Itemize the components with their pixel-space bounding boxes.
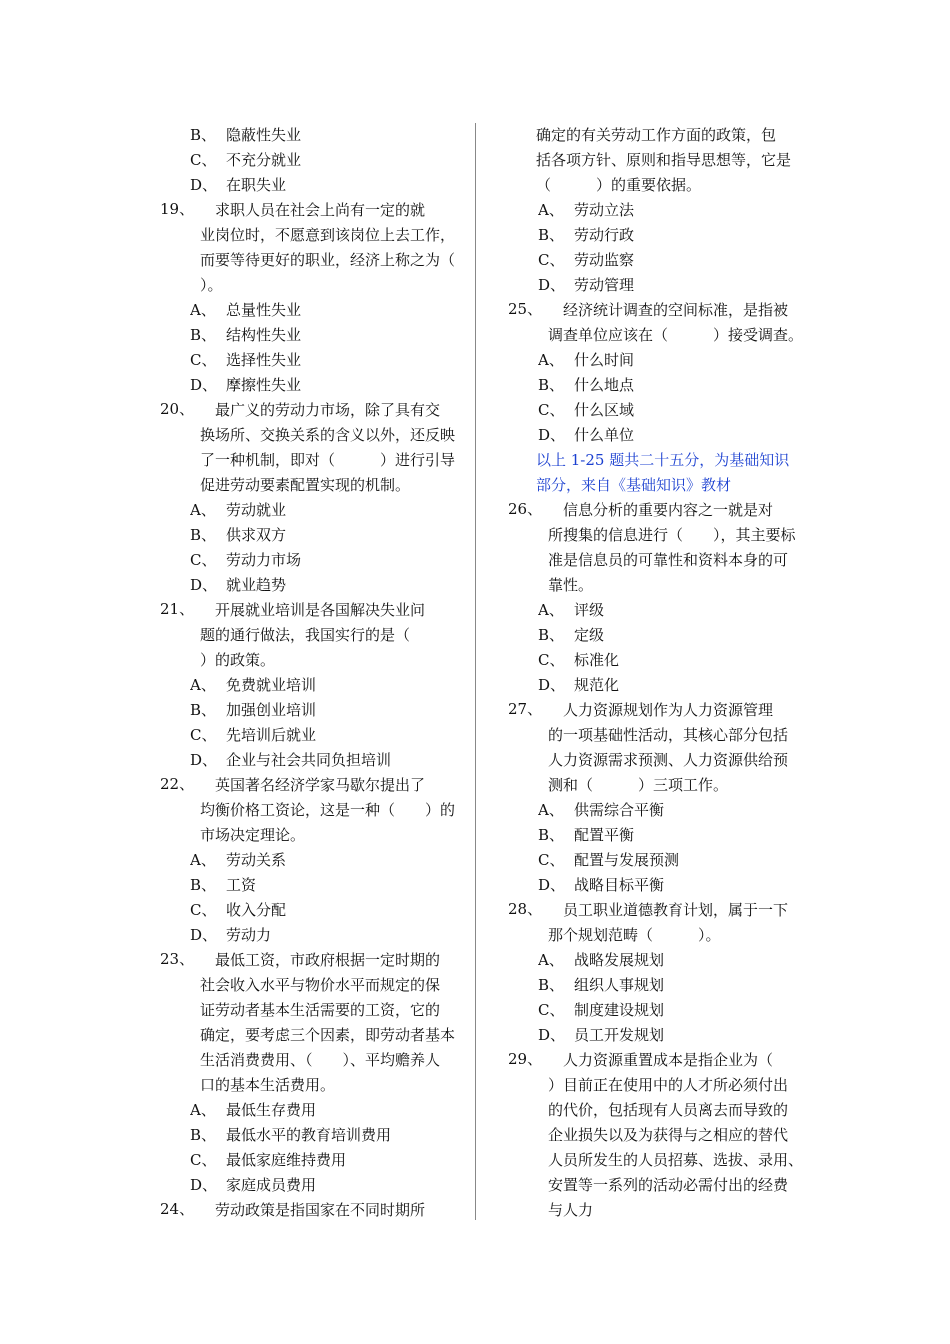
section-note bbox=[536, 448, 808, 498]
option-text: 组织人事规划 bbox=[574, 976, 665, 994]
option-text: 劳动力市场 bbox=[226, 551, 302, 569]
answer-option bbox=[190, 898, 460, 923]
option-text: 劳动力 bbox=[226, 926, 272, 944]
question-block bbox=[160, 198, 460, 298]
answer-option bbox=[538, 373, 808, 398]
answer-option bbox=[538, 198, 808, 223]
option-letter: A、 bbox=[538, 351, 564, 369]
answer-option bbox=[190, 173, 460, 198]
option-letter: D、 bbox=[538, 1026, 566, 1044]
answer-option bbox=[538, 248, 808, 273]
option-text: 收入分配 bbox=[226, 901, 287, 919]
answer-option bbox=[190, 1123, 460, 1148]
option-text: 战略目标平衡 bbox=[574, 876, 665, 894]
option-text: 最低家庭维持费用 bbox=[226, 1151, 347, 1169]
question-text-line: 靠性。 bbox=[548, 576, 594, 594]
column-divider bbox=[475, 123, 476, 1220]
question-block bbox=[160, 773, 460, 848]
option-letter: C、 bbox=[190, 351, 217, 369]
question-block bbox=[508, 898, 808, 948]
answer-option bbox=[538, 223, 808, 248]
option-text: 劳动行政 bbox=[574, 226, 635, 244]
option-letter: A、 bbox=[190, 1101, 216, 1119]
option-letter: D、 bbox=[190, 926, 218, 944]
question-text-line: 均衡价格工资论，这是一种（ ）的 bbox=[200, 801, 456, 819]
option-text: 供求双方 bbox=[226, 526, 287, 544]
option-text: 总量性失业 bbox=[226, 301, 302, 319]
option-text: 最低生存费用 bbox=[226, 1101, 317, 1119]
question-text bbox=[200, 948, 460, 1098]
question-text-line: 人员所发生的人员招募、选拔、录用、 bbox=[548, 1151, 804, 1169]
question-text-line: 换场所、交换关系的含义以外，还反映 bbox=[200, 426, 456, 444]
question-number: 27、 bbox=[508, 700, 543, 718]
question-text-line: 企业损失以及为获得与之相应的替代 bbox=[548, 1126, 789, 1144]
answer-option bbox=[538, 873, 808, 898]
option-text: 劳动监察 bbox=[574, 251, 635, 269]
option-letter: B、 bbox=[190, 526, 217, 544]
option-letter: D、 bbox=[538, 426, 566, 444]
question-text-line: 括各项方针、原则和指导思想等，它是 bbox=[536, 151, 792, 169]
option-text: 工资 bbox=[226, 876, 257, 894]
option-letter: D、 bbox=[538, 876, 566, 894]
question-block bbox=[508, 298, 808, 348]
answer-option bbox=[190, 373, 460, 398]
right-column bbox=[508, 123, 808, 1223]
option-text: 什么地点 bbox=[574, 376, 635, 394]
option-text: 在职失业 bbox=[226, 176, 287, 194]
question-text-line: 确定，要考虑三个因素，即劳动者基本 bbox=[200, 1026, 456, 1044]
question-text-line: 开展就业培训是各国解决失业问 bbox=[200, 601, 426, 619]
option-letter: C、 bbox=[190, 551, 217, 569]
question-text-line: 准是信息员的可靠性和资料本身的可 bbox=[548, 551, 789, 569]
option-text: 免费就业培训 bbox=[226, 676, 317, 694]
question-number: 21、 bbox=[160, 600, 195, 618]
question-number: 25、 bbox=[508, 300, 543, 318]
option-letter: C、 bbox=[190, 726, 217, 744]
question-text-line: 最低工资，市政府根据一定时期的 bbox=[200, 951, 441, 969]
option-text: 家庭成员费用 bbox=[226, 1176, 317, 1194]
option-text: 隐蔽性失业 bbox=[226, 126, 302, 144]
question-text bbox=[200, 398, 460, 498]
answer-option bbox=[538, 823, 808, 848]
option-text: 标准化 bbox=[574, 651, 620, 669]
option-letter: B、 bbox=[190, 326, 217, 344]
option-letter: C、 bbox=[190, 901, 217, 919]
answer-option bbox=[190, 673, 460, 698]
option-text: 战略发展规划 bbox=[574, 951, 665, 969]
answer-option bbox=[538, 998, 808, 1023]
answer-option bbox=[538, 423, 808, 448]
question-text-line: 求职人员在社会上尚有一定的就 bbox=[200, 201, 426, 219]
question-text-line: 确定的有关劳动工作方面的政策，包 bbox=[536, 126, 777, 144]
answer-option bbox=[538, 348, 808, 373]
answer-option bbox=[190, 748, 460, 773]
question-number: 24、 bbox=[160, 1200, 195, 1218]
question-text-line: 最广义的劳动力市场，除了具有交 bbox=[200, 401, 441, 419]
option-letter: A、 bbox=[538, 601, 564, 619]
question-block bbox=[160, 1198, 460, 1223]
answer-option bbox=[538, 973, 808, 998]
option-text: 选择性失业 bbox=[226, 351, 302, 369]
answer-option bbox=[190, 848, 460, 873]
question-text-line: 业岗位时，不愿意到该岗位上去工作， bbox=[200, 226, 456, 244]
option-text: 配置与发展预测 bbox=[574, 851, 680, 869]
question-text bbox=[200, 773, 460, 848]
question-text-line: 调查单位应该在（ ）接受调查。 bbox=[548, 326, 804, 344]
answer-option bbox=[190, 723, 460, 748]
option-letter: B、 bbox=[538, 626, 565, 644]
question-block bbox=[508, 498, 808, 598]
option-letter: D、 bbox=[190, 751, 218, 769]
question-text-line: 促进劳动要素配置实现的机制。 bbox=[200, 476, 411, 494]
option-letter: D、 bbox=[190, 1176, 218, 1194]
answer-option bbox=[538, 1023, 808, 1048]
question-text-line: ）的政策。 bbox=[200, 651, 276, 669]
question-block bbox=[508, 698, 808, 798]
question-text-line: ）目前正在使用中的人才所必须付出 bbox=[548, 1076, 789, 1094]
option-text: 劳动就业 bbox=[226, 501, 287, 519]
question-text-line: 经济统计调查的空间标准，是指被 bbox=[548, 301, 789, 319]
question-text-line: 劳动政策是指国家在不同时期所 bbox=[200, 1201, 426, 1219]
answer-option bbox=[190, 148, 460, 173]
question-text-line: 英国著名经济学家马歇尔提出了 bbox=[200, 776, 426, 794]
question-text-line: 了一种机制，即对（ ）进行引导 bbox=[200, 451, 456, 469]
question-text-line: 信息分析的重要内容之一就是对 bbox=[548, 501, 774, 519]
option-letter: D、 bbox=[538, 676, 566, 694]
option-letter: A、 bbox=[538, 201, 564, 219]
option-letter: D、 bbox=[190, 376, 218, 394]
option-letter: B、 bbox=[190, 126, 217, 144]
option-text: 员工开发规划 bbox=[574, 1026, 665, 1044]
question-text-continued bbox=[536, 123, 808, 198]
answer-option bbox=[190, 573, 460, 598]
option-text: 规范化 bbox=[574, 676, 620, 694]
option-text: 企业与社会共同负担培训 bbox=[226, 751, 392, 769]
answer-option bbox=[538, 948, 808, 973]
question-text-line: 员工职业道德教育计划，属于一下 bbox=[548, 901, 789, 919]
question-text bbox=[200, 598, 460, 673]
answer-option bbox=[538, 623, 808, 648]
question-block bbox=[160, 598, 460, 673]
question-text bbox=[200, 198, 460, 298]
question-text-line: 的一项基础性活动，其核心部分包括 bbox=[548, 726, 789, 744]
question-text-line: 人力资源重置成本是指企业为（ bbox=[548, 1051, 774, 1069]
option-letter: C、 bbox=[190, 151, 217, 169]
answer-option bbox=[190, 923, 460, 948]
section-note-line: 部分，来自《基础知识》教材 bbox=[536, 476, 732, 494]
question-number: 23、 bbox=[160, 950, 195, 968]
option-text: 评级 bbox=[574, 601, 605, 619]
question-text-line: 证劳动者基本生活需要的工资，它的 bbox=[200, 1001, 441, 1019]
question-text-line: 的代价，包括现有人员离去而导致的 bbox=[548, 1101, 789, 1119]
answer-option bbox=[538, 273, 808, 298]
option-letter: B、 bbox=[190, 876, 217, 894]
option-letter: C、 bbox=[538, 651, 565, 669]
option-text: 什么时间 bbox=[574, 351, 635, 369]
question-block bbox=[160, 398, 460, 498]
answer-option bbox=[190, 698, 460, 723]
option-letter: C、 bbox=[538, 401, 565, 419]
answer-option bbox=[538, 673, 808, 698]
question-text-line: 生活消费费用、（ ）、平均赡养人 bbox=[200, 1051, 441, 1069]
question-text-line: 口的基本生活费用。 bbox=[200, 1076, 336, 1094]
option-letter: C、 bbox=[190, 1151, 217, 1169]
answer-option bbox=[190, 348, 460, 373]
question-text-line: 测和（ ）三项工作。 bbox=[548, 776, 729, 794]
option-text: 配置平衡 bbox=[574, 826, 635, 844]
answer-option bbox=[190, 1173, 460, 1198]
answer-option bbox=[538, 798, 808, 823]
question-number: 29、 bbox=[508, 1050, 543, 1068]
option-letter: B、 bbox=[538, 826, 565, 844]
question-text-line: 而要等待更好的职业，经济上称之为（ bbox=[200, 251, 456, 269]
option-text: 劳动关系 bbox=[226, 851, 287, 869]
answer-option bbox=[190, 1098, 460, 1123]
option-letter: B、 bbox=[538, 226, 565, 244]
question-text bbox=[548, 1048, 808, 1223]
option-letter: A、 bbox=[190, 851, 216, 869]
option-text: 制度建设规划 bbox=[574, 1001, 665, 1019]
option-letter: A、 bbox=[190, 676, 216, 694]
option-letter: B、 bbox=[538, 376, 565, 394]
question-text bbox=[548, 298, 808, 348]
option-letter: D、 bbox=[190, 176, 218, 194]
option-letter: A、 bbox=[538, 951, 564, 969]
option-letter: A、 bbox=[538, 801, 564, 819]
answer-option bbox=[190, 548, 460, 573]
question-text-line: ）。 bbox=[200, 276, 223, 294]
answer-option bbox=[190, 1148, 460, 1173]
option-text: 结构性失业 bbox=[226, 326, 302, 344]
option-text: 摩擦性失业 bbox=[226, 376, 302, 394]
question-number: 20、 bbox=[160, 400, 195, 418]
question-text-line: 社会收入水平与物价水平而规定的保 bbox=[200, 976, 441, 994]
question-number: 26、 bbox=[508, 500, 543, 518]
option-text: 就业趋势 bbox=[226, 576, 287, 594]
question-text-line: 那个规划范畴（ ）。 bbox=[548, 926, 721, 944]
option-text: 先培训后就业 bbox=[226, 726, 317, 744]
answer-option bbox=[538, 648, 808, 673]
answer-option bbox=[190, 323, 460, 348]
question-text-line: 安置等一系列的活动必需付出的经费 bbox=[548, 1176, 789, 1194]
question-text-line: 所搜集的信息进行（ ），其主要标 bbox=[548, 526, 796, 544]
question-text-line: 人力资源需求预测、人力资源供给预 bbox=[548, 751, 789, 769]
question-text-line: 题的通行做法，我国实行的是（ bbox=[200, 626, 411, 644]
option-text: 劳动管理 bbox=[574, 276, 635, 294]
question-block bbox=[508, 1048, 808, 1223]
option-letter: B、 bbox=[190, 1126, 217, 1144]
question-text-line: 人力资源规划作为人力资源管理 bbox=[548, 701, 774, 719]
question-number: 22、 bbox=[160, 775, 195, 793]
option-text: 定级 bbox=[574, 626, 605, 644]
option-letter: C、 bbox=[538, 851, 565, 869]
option-letter: C、 bbox=[538, 251, 565, 269]
question-text bbox=[548, 698, 808, 798]
option-text: 供需综合平衡 bbox=[574, 801, 665, 819]
question-number: 19、 bbox=[160, 200, 195, 218]
question-number: 28、 bbox=[508, 900, 543, 918]
option-letter: A、 bbox=[190, 301, 216, 319]
question-text-line: 市场决定理论。 bbox=[200, 826, 306, 844]
answer-option bbox=[190, 123, 460, 148]
answer-option bbox=[538, 848, 808, 873]
option-letter: D、 bbox=[538, 276, 566, 294]
option-letter: B、 bbox=[190, 701, 217, 719]
question-text bbox=[200, 1198, 460, 1223]
option-letter: B、 bbox=[538, 976, 565, 994]
question-text bbox=[548, 898, 808, 948]
question-block bbox=[160, 948, 460, 1098]
option-text: 劳动立法 bbox=[574, 201, 635, 219]
option-text: 不充分就业 bbox=[226, 151, 302, 169]
answer-option bbox=[190, 498, 460, 523]
section-note-line: 以上 1-25 题共二十五分，为基础知识 bbox=[536, 451, 790, 469]
option-text: 最低水平的教育培训费用 bbox=[226, 1126, 392, 1144]
option-text: 什么单位 bbox=[574, 426, 635, 444]
answer-option bbox=[190, 298, 460, 323]
option-text: 加强创业培训 bbox=[226, 701, 317, 719]
option-text: 什么区域 bbox=[574, 401, 635, 419]
option-letter: D、 bbox=[190, 576, 218, 594]
answer-option bbox=[190, 873, 460, 898]
option-letter: A、 bbox=[190, 501, 216, 519]
answer-option bbox=[538, 398, 808, 423]
option-letter: C、 bbox=[538, 1001, 565, 1019]
answer-option bbox=[538, 598, 808, 623]
question-text-line: 与人力 bbox=[548, 1201, 594, 1219]
question-text bbox=[548, 498, 808, 598]
question-text-line: （ ）的重要依据。 bbox=[536, 176, 702, 194]
left-column bbox=[160, 123, 460, 1223]
answer-option bbox=[190, 523, 460, 548]
